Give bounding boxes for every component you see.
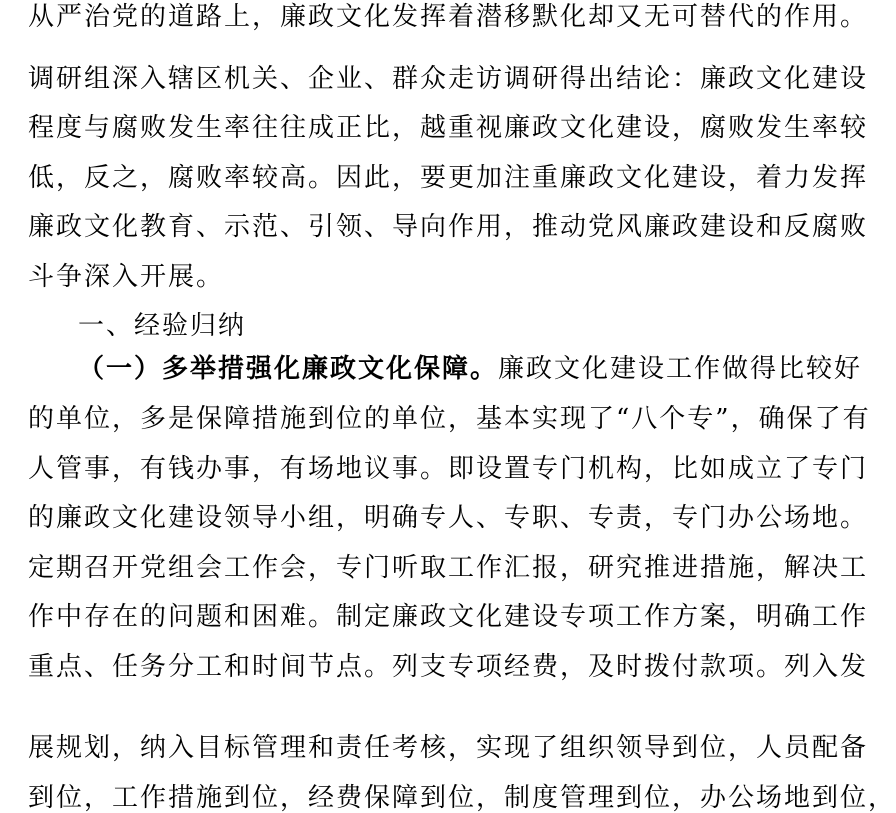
paragraph-line: 到位，工作措施到位，经费保障到位，制度管理到位，办公场地到位， [28, 783, 896, 813]
paragraph-line: 调研组深入辖区机关、企业、群众走访调研得出结论：廉政文化建设 [28, 64, 869, 94]
paragraph-line: 斗争深入开展。 [28, 262, 225, 292]
paragraph-line: 人管事，有钱办事，有场地议事。即设置专门机构，比如成立了专门 [28, 454, 869, 484]
paragraph-line: 重点、任务分工和时间节点。列支专项经费，及时拨付款项。列入发 [28, 652, 869, 682]
paragraph-line: 作中存在的问题和困难。制定廉政文化建设专项工作方案，明确工作 [28, 602, 869, 632]
subheading-bold: （一）多举措强化廉政文化保障。 [78, 354, 499, 384]
paragraph-line: 的单位，多是保障措施到位的单位，基本实现了“八个专”，确保了有 [28, 404, 871, 434]
paragraph-line: 低，反之，腐败率较高。因此，要更加注重廉政文化建设，着力发挥 [28, 163, 869, 193]
paragraph-line: 展规划，纳入目标管理和责任考核，实现了组织领导到位，人员配备 [28, 733, 869, 763]
paragraph-line: 定期召开党组会工作会，专门听取工作汇报，研究推进措施，解决工 [28, 553, 869, 583]
paragraph-line: 程度与腐败发生率往往成正比，越重视廉政文化建设，腐败发生率较 [28, 113, 869, 143]
paragraph-line: 的廉政文化建设领导小组，明确专人、专职、专责，专门办公场地。 [28, 503, 869, 533]
subheading-body: 廉政文化建设工作做得比较好 [498, 354, 863, 384]
section-heading: 一、经验归纳 [78, 311, 247, 341]
subheading-line [78, 354, 863, 384]
paragraph-line: 廉政文化教育、示范、引领、导向作用，推动党风廉政建设和反腐败 [28, 212, 869, 242]
paragraph-line: 从严治党的道路上，廉政文化发挥着潜移默化却又无可替代的作用。 [28, 2, 869, 32]
